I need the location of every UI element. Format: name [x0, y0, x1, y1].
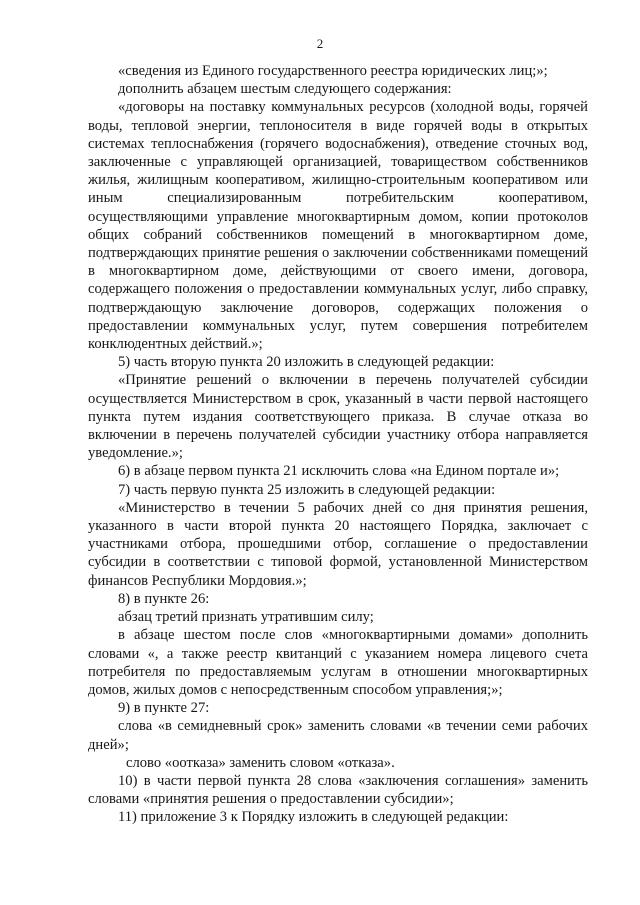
paragraph-item-8: 8) в пункте 26: [118, 590, 210, 607]
paragraph-add-sixth-clause: дополнить абзацем шестым следующего содержания: [118, 81, 452, 98]
paragraph-third-clause-void: абзац третий признать утратившим силу; [118, 609, 374, 626]
page-number: 2 [316, 36, 324, 51]
paragraph-item-11: 11) приложение 3 к Порядку изложить в следующей редакции: [118, 809, 509, 826]
paragraph-item-10: 10) в части первой пункта 28 слова «заключения соглашения» заменить словами «принятия решения о предоставлении субсидии»; [88, 772, 588, 808]
paragraph-item-5: 5) часть вторую пункта 20 изложить в следующей редакции: [118, 354, 495, 371]
paragraph-egrul-info: «сведения из Единого государственного реестра юридических лиц;»; [118, 63, 548, 79]
paragraph-seven-days: слова «в семидневный срок» заменить словами «в течении семи рабочих дней»; [88, 718, 588, 753]
paragraph-sixth-clause-addition: в абзаце шестом после слов «многоквартирными домами» дополнить словами «, а также реестр квитанций с указанием номера лицевого счета потребителя по предоставляемым услугам в отношении многоквартирных домов, жилых домов с непосредственным способом управления;»; [88, 627, 588, 698]
paragraph-item-6: 6) в абзаце первом пункта 21 исключить слова «на Едином портале и»; [118, 463, 560, 480]
document-body [88, 62, 588, 827]
paragraph-inclusion-decision: «Принятие решений о включении в перечень получателей субсидии осуществляется Министерством в срок, указанный в части первой настоящего пункта путем издания соответствующего приказа. В случае отказа во включении в перечень получателей субсидии участнику отбора направляется уведомление.»; [88, 372, 588, 462]
paragraph-item-9: 9) в пункте 27: [118, 700, 210, 717]
paragraph-ministry-agreement: «Министерство в течении 5 рабочих дней со дня принятия решения, указанного в части второй пункта 20 настоящего Порядка, заключает с участниками отбора, прошедшими отбор, соглашение о предоставлении субсидии в соответствии с типовой формой, установленной Министерством финансов Республики Мордовия.»; [88, 499, 588, 589]
paragraph-refusal-word: слово «оотказа» заменить словом «отказа». [126, 754, 395, 771]
paragraph-utility-contracts: «договоры на поставку коммунальных ресурсов (холодной воды, горячей воды, тепловой энергии, теплоносителя в виде горячей воды в открытых системах теплоснабжения (горячего водоснабжения), отведение сточных вод, заключенные с управляющей организацией, товариществом собственников жилья, жилищным кооперативом, жилищно-строительным кооперативом или иным специализированным потребительским кооперативом, осуществляющими управление многоквартирным домом, копии протоколов общих собраний собственников помещений в многоквартирном доме, подтверждающих принятие решения о заключении собственниками помещений в многоквартирном доме, действующими от своего имени, договора, содержащего положения о предоставлении коммунальных услуг, либо справку, подтверждающую заключение договоров, содержащих положения о предоставлении коммунальных услуг, путем совершения потребителем конклюдентных действий.»; [88, 99, 588, 353]
paragraph-item-7: 7) часть первую пункта 25 изложить в следующей редакции: [118, 481, 496, 498]
